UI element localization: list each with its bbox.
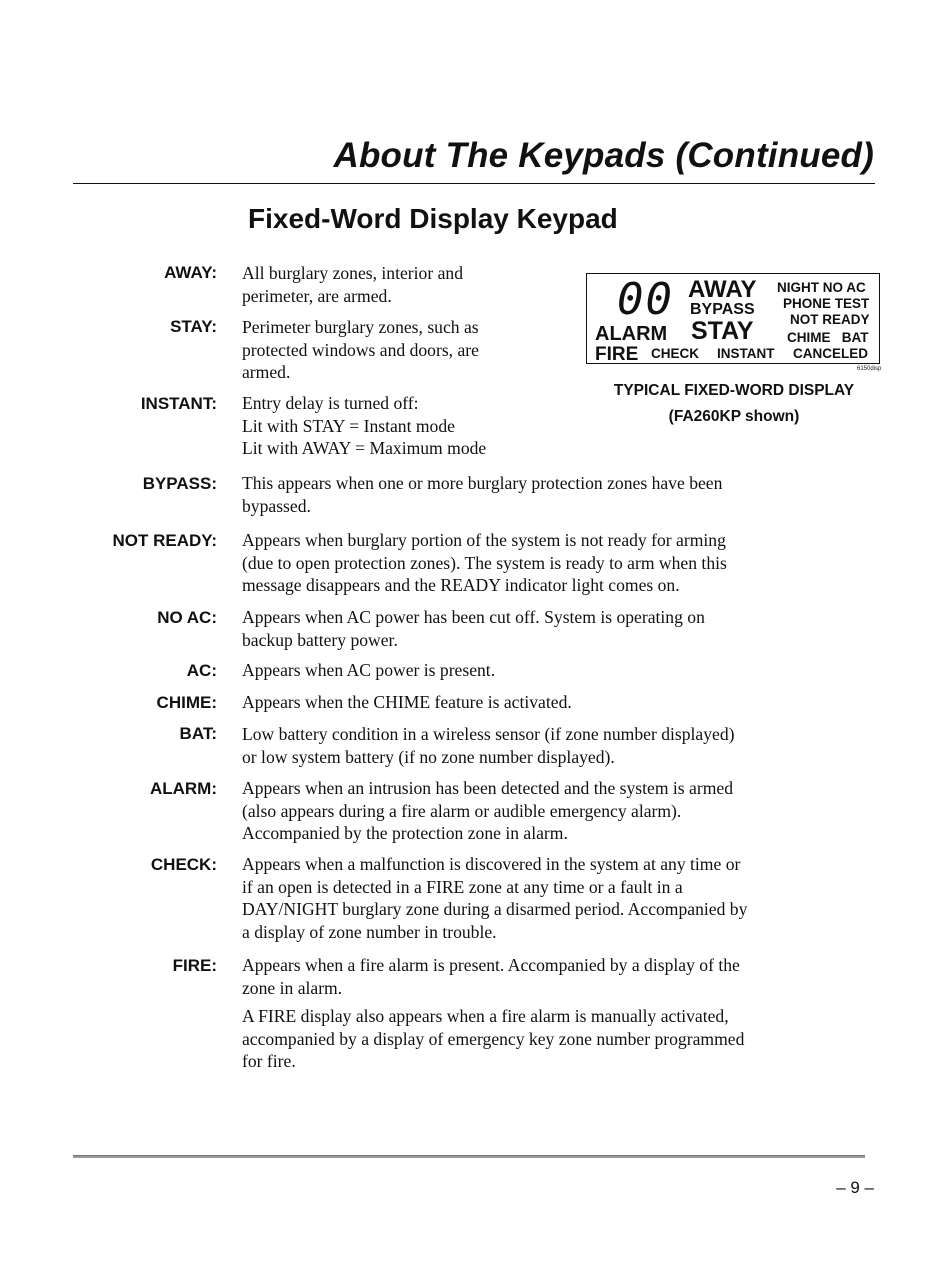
definition-line: accompanied by a display of emergency key zone number programmed (242, 1028, 745, 1049)
definition-line: message disappears and the READY indicator light comes on. (242, 575, 680, 595)
definition-line: Perimeter burglary zones, such as (242, 317, 479, 337)
figure-caption-title: TYPICAL FIXED-WORD DISPLAY (613, 382, 855, 399)
lcd-bypass-indicator: BYPASS (690, 301, 755, 318)
definition-line: Appears when a malfunction is discovered in the system at any time or (242, 854, 741, 874)
definition-line: Appears when an intrusion has been detected and the system is armed (242, 778, 734, 798)
definition-chime (242, 691, 572, 714)
definition-line: This appears when one or more burglary protection zones have been (242, 473, 723, 493)
definition-line: bypassed. (242, 495, 311, 516)
definition-line: or low system battery (if no zone number displayed). (242, 746, 615, 767)
term-bypass: BYPASS: (142, 474, 217, 493)
footer-rule (73, 1155, 865, 1158)
page-header-title: About The Keypads (Continued) (333, 136, 874, 175)
definition-check (242, 853, 747, 943)
term-bat: BAT: (179, 724, 217, 743)
lcd-instant-indicator: INSTANT (717, 346, 775, 361)
definition-ac (242, 659, 495, 682)
term-alarm: ALARM: (149, 779, 217, 798)
definition-line: armed. (242, 362, 291, 382)
term-away: AWAY: (164, 263, 217, 282)
definition-line: Appears when burglary portion of the system is not ready for arming (242, 530, 726, 550)
definition-away (242, 262, 463, 307)
lcd-zone-digits: 00 (617, 274, 674, 325)
definition-not-ready (242, 529, 727, 597)
term-not-ready: NOT READY: (112, 531, 217, 550)
definition-line: Entry delay is turned off: (242, 393, 419, 413)
term-instant: INSTANT: (140, 394, 217, 413)
figure-code: 6150disp (857, 366, 882, 372)
definition-stay (242, 316, 479, 384)
term-stay: STAY: (170, 317, 217, 336)
page-number: – 9 – (836, 1178, 874, 1197)
definition-line: perimeter, are armed. (242, 285, 392, 306)
definition-line: A FIRE display also appears when a fire alarm is manually activated, (242, 1006, 729, 1026)
definition-line: if an open is detected in a FIRE zone at any time or a fault in a (242, 876, 683, 897)
definition-line: Low battery condition in a wireless sensor (if zone number displayed) (242, 724, 735, 744)
definition-line: (also appears during a fire alarm or audible emergency alarm). (242, 800, 682, 821)
definition-line: Appears when AC power has been cut off. System is operating on (242, 607, 705, 627)
definition-line: Appears when the CHIME feature is activated. (242, 692, 572, 712)
term-check: CHECK: (150, 855, 217, 874)
figure-caption-model: (FA260KP shown) (668, 408, 800, 425)
definition-line: DAY/NIGHT burglary zone during a disarmed period. Accompanied by (242, 899, 748, 919)
lcd-fire-indicator: FIRE (595, 344, 639, 365)
definition-line: Lit with STAY = Instant mode (242, 415, 455, 436)
lcd-away-indicator: AWAY (688, 276, 757, 303)
definition-line: a display of zone number in trouble. (242, 921, 497, 942)
lcd-check-indicator: CHECK (651, 346, 700, 361)
lcd-chime-bat-indicator: CHIME BAT (787, 330, 869, 345)
header-rule (73, 183, 875, 184)
lcd-alarm-indicator: ALARM (595, 323, 668, 345)
definition-fire (242, 954, 744, 1073)
definition-line: (due to open protection zones). The system is ready to arm when this (242, 552, 727, 573)
definition-line: backup battery power. (242, 629, 398, 650)
definition-line: All burglary zones, interior and (242, 263, 464, 283)
lcd-not-ready-indicator: NOT READY (790, 312, 870, 327)
definition-no-ac (242, 606, 705, 651)
definition-bypass (242, 472, 722, 517)
definition-line: zone in alarm. (242, 977, 343, 998)
definition-alarm (242, 777, 733, 845)
definition-line: for fire. (242, 1051, 296, 1071)
definition-bat (242, 723, 735, 768)
definition-line: Accompanied by the protection zone in alarm. (242, 823, 568, 843)
lcd-canceled-indicator: CANCELED (793, 346, 869, 361)
term-ac: AC: (186, 661, 217, 680)
term-chime: CHIME: (156, 693, 217, 712)
definition-line: Appears when a fire alarm is present. Accompanied by a display of the (242, 955, 740, 975)
section-title: Fixed-Word Display Keypad (248, 203, 618, 234)
definition-instant (242, 392, 486, 460)
lcd-stay-indicator: STAY (691, 317, 754, 345)
lcd-phone-test-indicator: PHONE TEST (783, 296, 870, 311)
term-no-ac: NO AC: (157, 608, 217, 627)
lcd-night-no-ac-indicator: NIGHT NO AC (777, 280, 866, 295)
definition-line: protected windows and doors, are (242, 339, 479, 360)
definition-line: Lit with AWAY = Maximum mode (242, 438, 487, 458)
term-fire: FIRE: (172, 956, 217, 975)
definition-line: Appears when AC power is present. (242, 660, 496, 680)
fixed-word-display-figure (586, 273, 880, 364)
